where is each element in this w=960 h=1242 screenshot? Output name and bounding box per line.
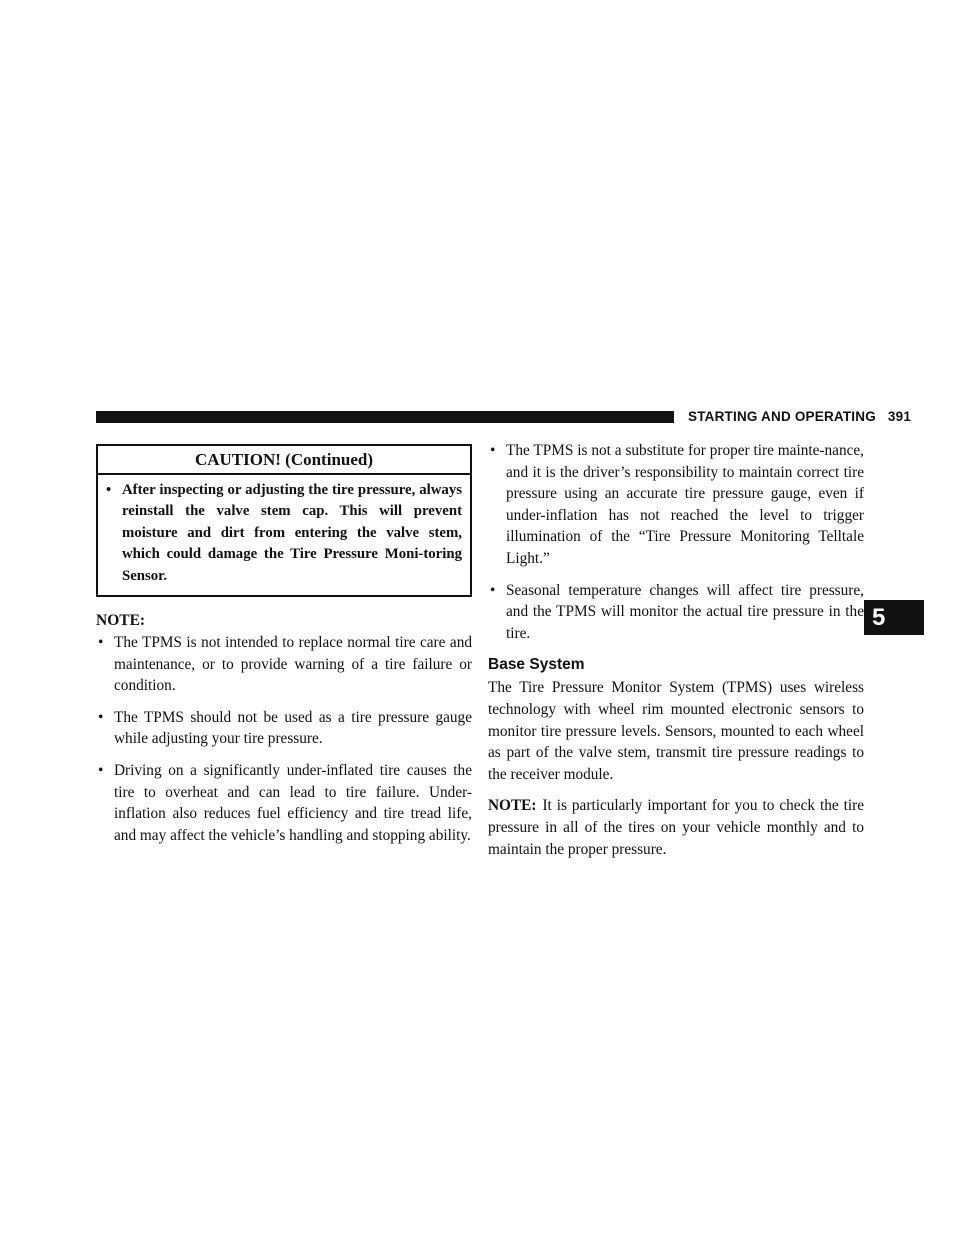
- page-number: 391: [887, 409, 912, 424]
- caution-title: CAUTION! (Continued): [98, 446, 470, 475]
- note-bullet-text: Driving on a significantly under-inflated tire causes the tire to overheat and can lead to tire failure. Under-inflation also reduces fuel efficiency and tire tread life, and may affect the vehicle’s handling and stopping ability.: [114, 762, 472, 844]
- left-column: [96, 444, 472, 846]
- note-bullet: [96, 707, 472, 750]
- bullet-icon: •: [490, 581, 496, 599]
- note-bullet: [488, 440, 864, 570]
- caution-bullet-text: After inspecting or adjusting the tire pressure, always reinstall the valve stem cap. This will prevent moisture and dirt from entering the valve stem, which could damage the Tire Pressure Moni-toring Sensor.: [122, 482, 462, 584]
- base-system-paragraph: The Tire Pressure Monitor System (TPMS) uses wireless technology with wheel rim mounted electronic sensors to monitor tire pressure levels. Sensors, mounted to each wheel as part of the valve stem, transmit tire pressure readings to the receiver module.: [488, 679, 864, 783]
- note-bullet: [488, 580, 864, 645]
- bullet-icon: •: [106, 482, 112, 498]
- caution-bullet: [104, 480, 462, 587]
- note-bullet: [96, 760, 472, 846]
- header-rule: [96, 411, 674, 423]
- bullet-icon: •: [98, 634, 104, 652]
- note-bullet: [96, 632, 472, 697]
- base-system-note-text: It is particularly important for you to check the tire pressure in all of the tires on your vehicle monthly and to maintain the proper pressure.: [488, 797, 864, 858]
- note-bullet-text: Seasonal temperature changes will affect tire pressure, and the TPMS will monitor the actual tire pressure in the tire.: [506, 581, 864, 642]
- note-bullet-text: The TPMS is not intended to replace normal tire care and maintenance, or to provide warning of a tire failure or condition.: [114, 634, 472, 695]
- note-bullet-text: The TPMS should not be used as a tire pressure gauge while adjusting your tire pressure.: [114, 708, 472, 748]
- base-system-note-label: NOTE:: [488, 797, 537, 815]
- section-title: STARTING AND OPERATING: [688, 409, 876, 424]
- chapter-tab: 5: [864, 600, 924, 635]
- bullet-icon: •: [490, 442, 496, 459]
- note-bullet-text: The TPMS is not a substitute for proper tire mainte-nance, and it is the driver’s responsibility to maintain correct tire pressure using an accurate tire pressure gauge, even if under-inflation has not reached the level to trigger illumination of the “Tire Pressure Monitoring Telltale Light.”: [506, 442, 864, 567]
- base-system-note: [488, 795, 864, 860]
- caution-box: [96, 444, 472, 597]
- bullet-icon: •: [98, 762, 104, 779]
- running-header: [688, 409, 911, 424]
- note-label: NOTE:: [96, 612, 146, 630]
- section-heading: Base System: [488, 656, 585, 674]
- caution-body: [98, 475, 470, 595]
- right-column: [488, 440, 864, 860]
- bullet-icon: •: [98, 708, 104, 726]
